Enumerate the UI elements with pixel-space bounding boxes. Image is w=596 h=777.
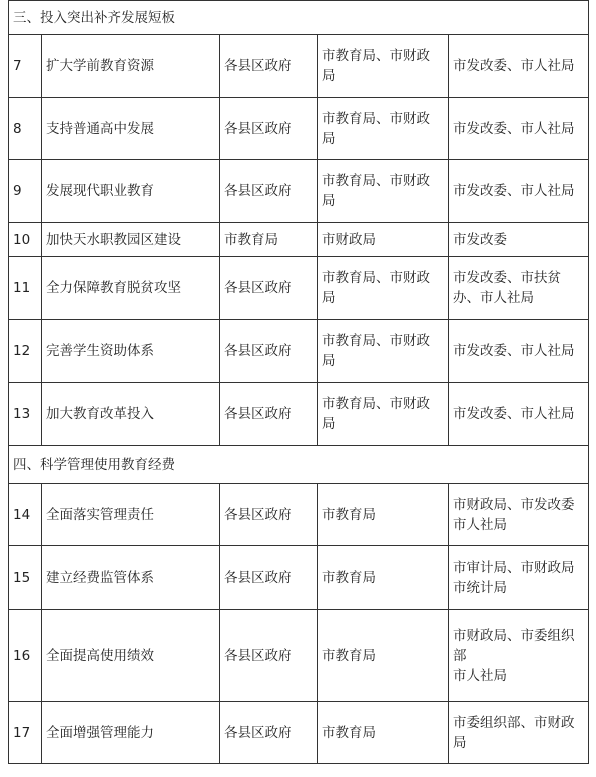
task-cell: 全面提高使用绩效 xyxy=(42,610,220,702)
task-cell: 支持普通高中发展 xyxy=(42,98,220,160)
task-cell: 加大教育改革投入 xyxy=(42,383,220,446)
section-title: 三、投入突出补齐发展短板 xyxy=(9,1,589,35)
row-number: 15 xyxy=(9,546,42,610)
task-cell: 完善学生资助体系 xyxy=(42,320,220,383)
cooperating-unit-cell: 市发改委、市人社局 xyxy=(449,98,589,160)
task-division-table xyxy=(8,0,589,764)
row-number: 11 xyxy=(9,257,42,320)
task-cell: 发展现代职业教育 xyxy=(42,160,220,223)
responsible-unit-cell: 市教育局、市财政 局 xyxy=(318,98,449,160)
lead-unit-cell: 各县区政府 xyxy=(220,257,318,320)
responsible-unit-cell: 市财政局 xyxy=(318,223,449,257)
row-number: 10 xyxy=(9,223,42,257)
cooperating-unit-cell: 市发改委、市人社局 xyxy=(449,160,589,223)
row-number: 8 xyxy=(9,98,42,160)
lead-unit-cell: 各县区政府 xyxy=(220,383,318,446)
row-number: 7 xyxy=(9,35,42,98)
section-header-row xyxy=(9,446,589,484)
responsible-unit-cell: 市教育局、市财政 局 xyxy=(318,320,449,383)
table-row xyxy=(9,160,589,223)
task-cell: 全面增强管理能力 xyxy=(42,702,220,764)
cooperating-unit-cell: 市财政局、市委组织 部 市人社局 xyxy=(449,610,589,702)
table-row xyxy=(9,484,589,546)
row-number: 13 xyxy=(9,383,42,446)
task-cell: 加快天水职教园区建设 xyxy=(42,223,220,257)
table-row xyxy=(9,610,589,702)
lead-unit-cell: 各县区政府 xyxy=(220,35,318,98)
table-row xyxy=(9,223,589,257)
task-cell: 扩大学前教育资源 xyxy=(42,35,220,98)
lead-unit-cell: 市教育局 xyxy=(220,223,318,257)
row-number: 12 xyxy=(9,320,42,383)
lead-unit-cell: 各县区政府 xyxy=(220,702,318,764)
responsible-unit-cell: 市教育局、市财政 局 xyxy=(318,35,449,98)
cooperating-unit-cell: 市财政局、市发改委 市人社局 xyxy=(449,484,589,546)
lead-unit-cell: 各县区政府 xyxy=(220,484,318,546)
table-row xyxy=(9,257,589,320)
lead-unit-cell: 各县区政府 xyxy=(220,320,318,383)
responsible-unit-cell: 市教育局 xyxy=(318,484,449,546)
responsible-unit-cell: 市教育局、市财政 局 xyxy=(318,160,449,223)
responsible-unit-cell: 市教育局 xyxy=(318,546,449,610)
cooperating-unit-cell: 市委组织部、市财政 局 xyxy=(449,702,589,764)
lead-unit-cell: 各县区政府 xyxy=(220,160,318,223)
table-row xyxy=(9,98,589,160)
section-header-row xyxy=(9,1,589,35)
responsible-unit-cell: 市教育局、市财政 局 xyxy=(318,257,449,320)
responsible-unit-cell: 市教育局 xyxy=(318,610,449,702)
row-number: 16 xyxy=(9,610,42,702)
table-row xyxy=(9,35,589,98)
responsible-unit-cell: 市教育局 xyxy=(318,702,449,764)
section-title: 四、科学管理使用教育经费 xyxy=(9,446,589,484)
cooperating-unit-cell: 市发改委 xyxy=(449,223,589,257)
task-cell: 全力保障教育脱贫攻坚 xyxy=(42,257,220,320)
responsible-unit-cell: 市教育局、市财政 局 xyxy=(318,383,449,446)
cooperating-unit-cell: 市发改委、市人社局 xyxy=(449,383,589,446)
cooperating-unit-cell: 市发改委、市人社局 xyxy=(449,320,589,383)
row-number: 9 xyxy=(9,160,42,223)
table-row xyxy=(9,383,589,446)
lead-unit-cell: 各县区政府 xyxy=(220,610,318,702)
lead-unit-cell: 各县区政府 xyxy=(220,546,318,610)
cooperating-unit-cell: 市审计局、市财政局 市统计局 xyxy=(449,546,589,610)
task-cell: 全面落实管理责任 xyxy=(42,484,220,546)
cooperating-unit-cell: 市发改委、市扶贫 办、市人社局 xyxy=(449,257,589,320)
table-row xyxy=(9,546,589,610)
table-row xyxy=(9,702,589,764)
task-cell: 建立经费监管体系 xyxy=(42,546,220,610)
row-number: 17 xyxy=(9,702,42,764)
cooperating-unit-cell: 市发改委、市人社局 xyxy=(449,35,589,98)
lead-unit-cell: 各县区政府 xyxy=(220,98,318,160)
table-row xyxy=(9,320,589,383)
row-number: 14 xyxy=(9,484,42,546)
